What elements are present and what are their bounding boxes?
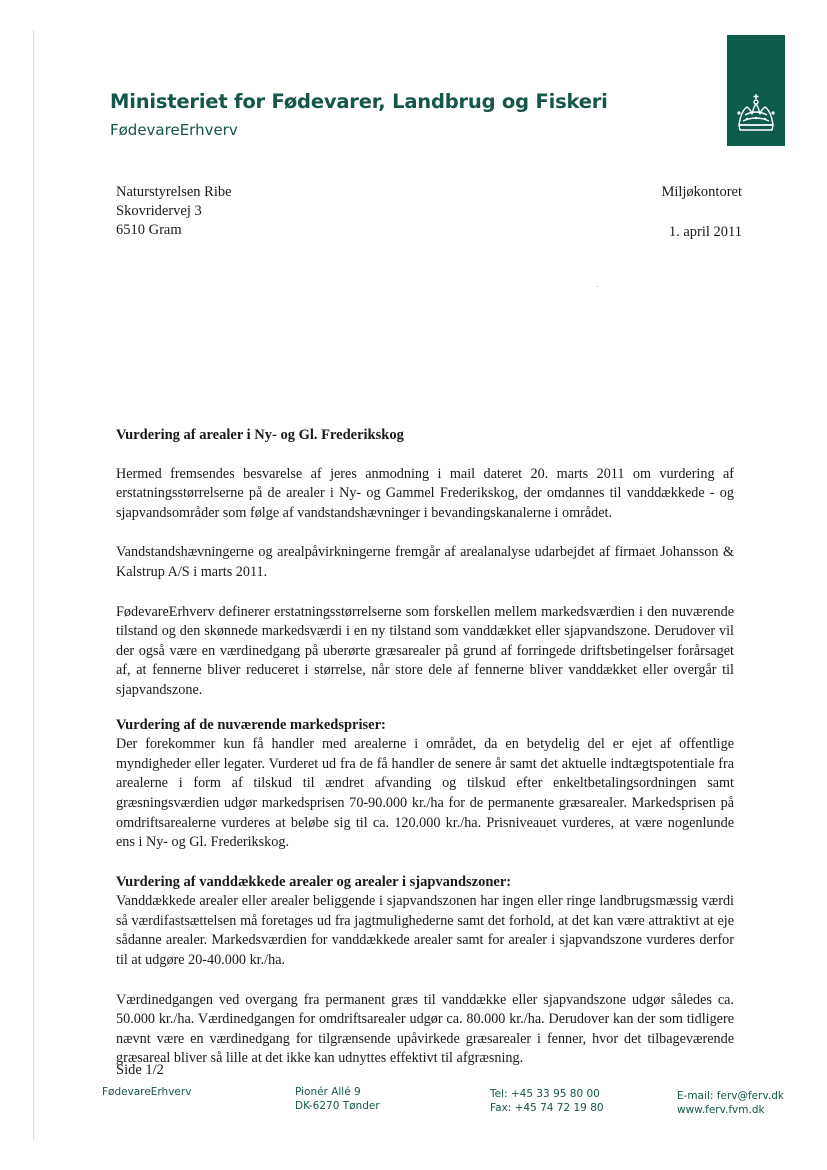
paragraph-flooded-areas: Vanddækkede arealer eller arealer beliggende i sjapvandszonen har ingen eller ringe landbrugsmæssig værdi så værdifastsættelsen må foretages ud fra jagtmulighederne samt det forhold, at det kan være attraktivt at eje sådanne arealer. Markedsværdien for vanddækkede arealer samt for arealer i sjapvandszone vurderes derfor til at udgøre 20-40.000 kr./ha. — [116, 893, 734, 969]
letter-body — [116, 426, 734, 1069]
letter-title: Vurdering af arealer i Ny- og Gl. Frederikskog — [116, 427, 404, 443]
paragraph-analysis: Vandstandshævningerne og arealpåvirkningerne fremgår af arealanalyse udarbejdet af firmaet Johansson & Kalstrup A/S i marts 2011. — [116, 544, 734, 580]
section-heading-flooded-areas: Vurdering af vanddækkede arealer og arealer i sjapvandszoner: — [116, 873, 512, 890]
recipient-name: Naturstyrelsen Ribe — [116, 184, 232, 200]
recipient-city: 6510 Gram — [116, 222, 182, 238]
recipient-street: Skovridervej 3 — [116, 203, 202, 219]
crown-icon — [727, 35, 785, 146]
footer-org: FødevareErhverv — [102, 1086, 192, 1098]
paragraph-definition: FødevareErhverv definerer erstatningsstørrelserne som forskellen mellem markedsværdien i den nuværende tilstand og den skønnede markedsværdi i en ny tilstand som vanddækket eller sjapvandszone. Derudover vil der også være en værdinedgang på uberørte græsarealer på grund af forringede driftsbetingelser forårsaget af, at fennerne bliver reduceret i størrelse, når store dele af fennerne bliver vanddækket eller overgår til sjapvandszone. — [116, 603, 734, 698]
agency-name: FødevareErhverv — [110, 121, 238, 139]
letter-date: 1. april 2011 — [668, 224, 742, 240]
footer-web: www.ferv.fvm.dk — [677, 1104, 765, 1116]
ministry-name: Ministeriet for Fødevarer, Landbrug og Fiskeri — [110, 90, 608, 113]
section-heading-market-prices: Vurdering af de nuværende markedspriser: — [116, 716, 386, 733]
footer-street: Pionér Allé 9 — [295, 1086, 361, 1098]
scan-speck — [597, 286, 598, 287]
paragraph-request: Hermed fremsendes besvarelse af jeres anmodning i mail dateret 20. marts 2011 om vurdering af erstatningsstørrelserne på de arealer i Ny- og Gammel Frederikskog, der omdannes til vanddækkede - og sjapvandsområder som følge af vandstandshævninger i bevandingskanalerne i området. — [116, 465, 734, 521]
page-margin-line — [33, 30, 34, 1140]
footer-email: E-mail: ferv@ferv.dk — [677, 1090, 784, 1102]
footer-city: DK-6270 Tønder — [295, 1100, 380, 1112]
office-name: Miljøkontoret — [661, 184, 742, 200]
page-number: Side 1/2 — [116, 1062, 164, 1078]
footer-fax: Fax: +45 74 72 19 80 — [490, 1102, 604, 1114]
ministry-logo — [727, 35, 785, 146]
footer-tel: Tel: +45 33 95 80 00 — [490, 1088, 600, 1100]
paragraph-value-decline: Værdinedgangen ved overgang fra permanent græs til vanddække eller sjapvandszone udgør således ca. 50.000 kr./ha. Værdinedgangen for omdriftsarealer udgør ca. 80.000 kr./ha. Derudover kan der som tidligere nævnt være en værdinedgang for tilgrænsende upåvirkede græsarealer i fenner, hvor det tilbageværende græsareal bliver så lille at det ikke kan udnyttes effektivt til afgræsning. — [116, 991, 734, 1067]
paragraph-market-prices: Der forekommer kun få handler med arealerne i området, da en betydelig del er ejet af offentlige myndigheder eller legater. Vurderet ud fra de få handler de senere år samt det aktuelle indtægtspotentiale fra arealerne i form af tilskud til ændret afvanding og tilskud efter enkeltbetalingsordningen samt græsningsværdien udgør markedsprisen 70-90.000 kr./ha for de permanente græsarealer. Markedsprisen på omdriftsarealerne vurderes at beløbe sig til ca. 120.000 kr./ha. Prisniveauet vurderes, at være nogenlunde ens i Ny- og Gl. Frederikskog. — [116, 736, 734, 851]
